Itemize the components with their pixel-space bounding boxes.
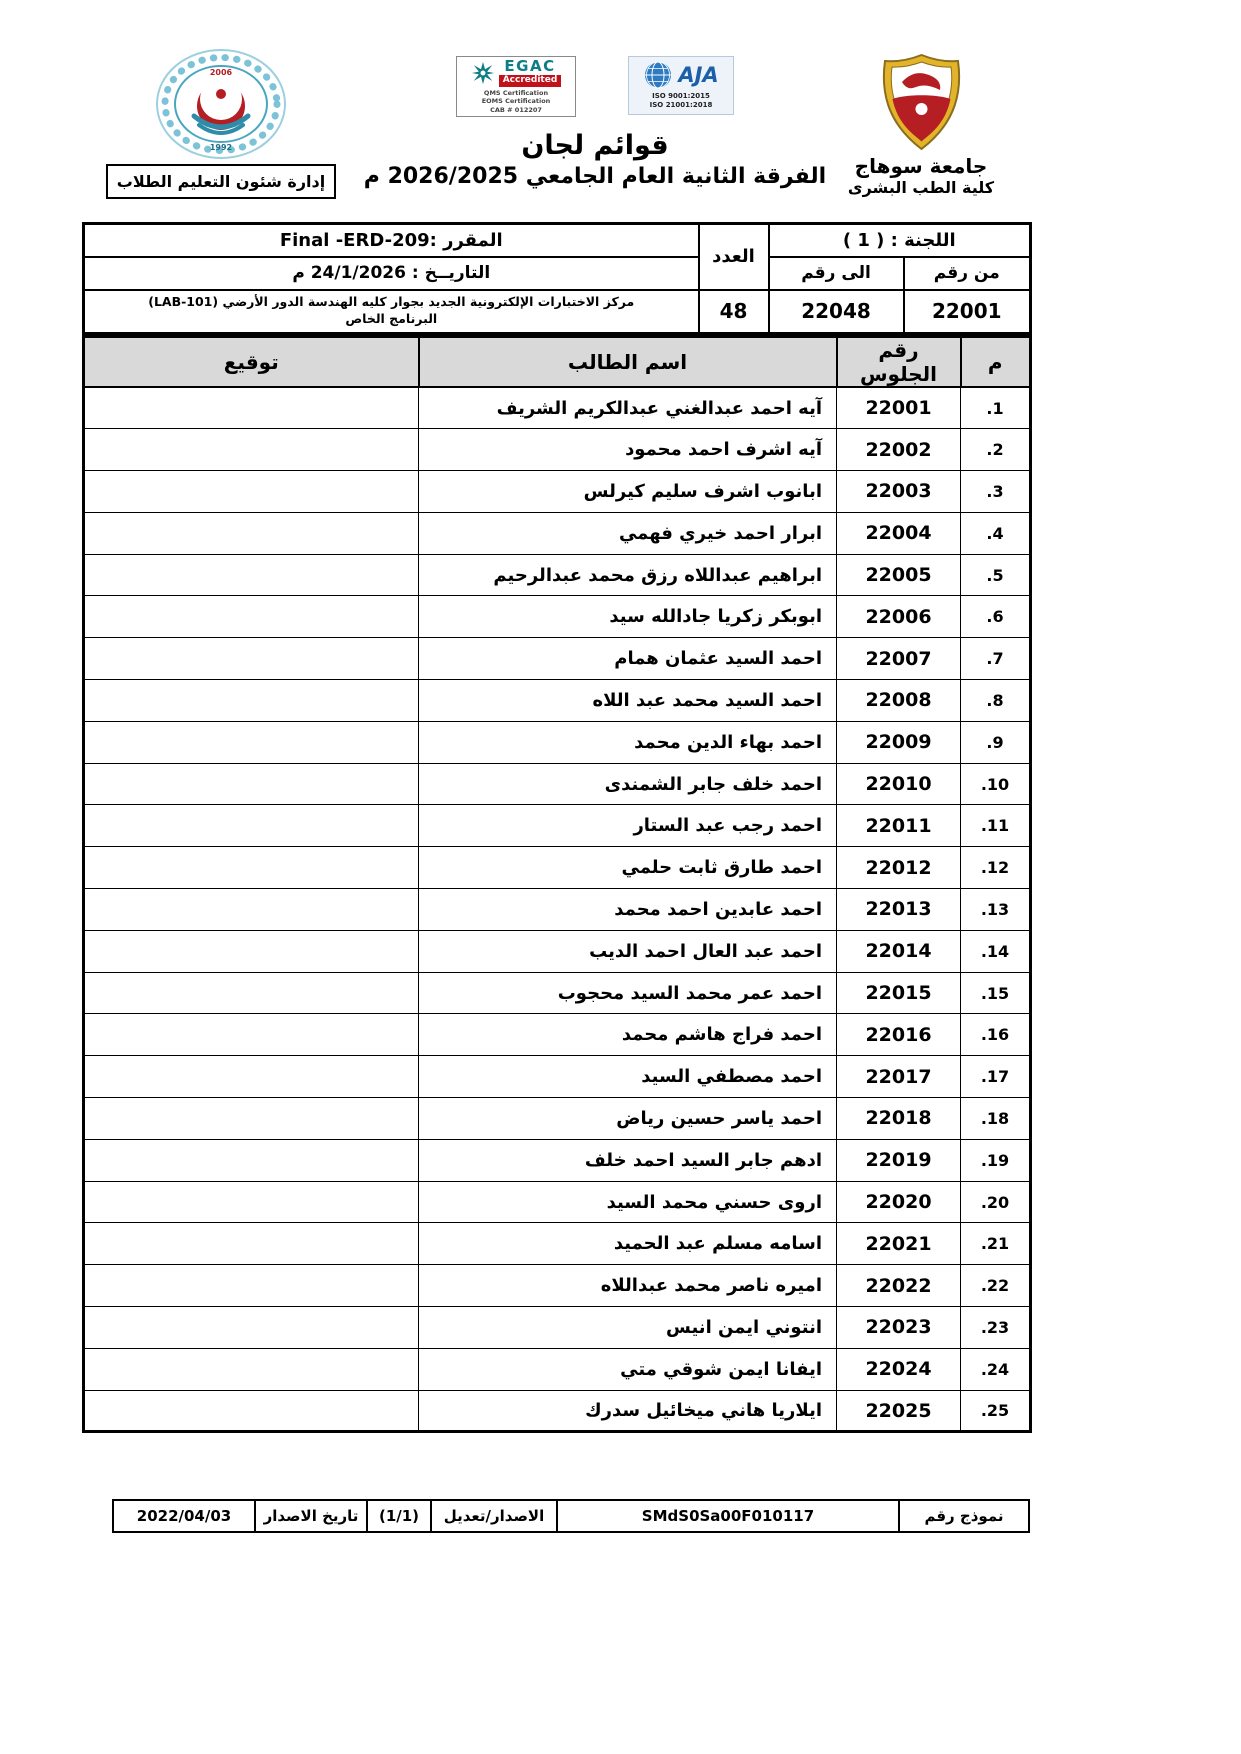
aja-iso-line-1: ISO 9001:2015 [652, 92, 710, 100]
table-row [84, 1181, 1031, 1223]
seat-number: 22004 [837, 512, 961, 554]
issue-date-value: 2022/04/03 [113, 1500, 255, 1532]
signature-cell [84, 1014, 419, 1056]
header-student-name: اسم الطالب [419, 337, 837, 388]
seat-number: 22002 [837, 429, 961, 471]
student-name: احمد رجب عبد الستار [419, 805, 837, 847]
issue-date-label: تاريخ الاصدار [255, 1500, 367, 1532]
seat-number: 22018 [837, 1098, 961, 1140]
signature-cell [84, 889, 419, 931]
row-index: .11 [961, 805, 1031, 847]
table-row [84, 638, 1031, 680]
students-table-header-row [84, 337, 1031, 388]
aja-iso-line-2: ISO 21001:2018 [649, 101, 713, 110]
table-row [84, 1139, 1031, 1181]
signature-cell [84, 1265, 419, 1307]
seal-year-bottom: 1992 [209, 143, 233, 152]
seat-number: 22012 [837, 847, 961, 889]
student-name: ابرار احمد خيري فهمي [419, 512, 837, 554]
table-row [84, 554, 1031, 596]
seat-number: 22011 [837, 805, 961, 847]
table-row [84, 930, 1031, 972]
table-row [84, 1390, 1031, 1432]
seat-number: 22009 [837, 721, 961, 763]
signature-cell [84, 512, 419, 554]
signature-cell [84, 1348, 419, 1390]
student-name: انتوني ايمن انيس [419, 1307, 837, 1349]
header-seat-number: رقم الجلوس [837, 337, 961, 388]
aja-globe-icon [643, 60, 673, 90]
signature-cell [84, 721, 419, 763]
table-row [84, 889, 1031, 931]
from-number-label: من رقم [904, 257, 1031, 290]
student-name: احمد طارق ثابت حلمي [419, 847, 837, 889]
table-row [84, 387, 1031, 429]
committee-number: اللجنة : ( 1 ) [769, 224, 1031, 257]
row-index: .7 [961, 638, 1031, 680]
student-name: احمد بهاء الدين محمد [419, 721, 837, 763]
signature-cell [84, 429, 419, 471]
form-number-label: نموذج رقم [899, 1500, 1029, 1532]
table-row [84, 471, 1031, 513]
student-name: آيه احمد عبدالغني عبدالكريم الشريف [419, 387, 837, 429]
row-index: .21 [961, 1223, 1031, 1265]
table-row [84, 1348, 1031, 1390]
row-index: .13 [961, 889, 1031, 931]
university-logo-icon [874, 52, 969, 152]
table-row [84, 1056, 1031, 1098]
seat-number: 22003 [837, 471, 961, 513]
table-row [84, 596, 1031, 638]
table-row [84, 972, 1031, 1014]
egac-star-icon [471, 61, 495, 85]
student-rows [84, 387, 1031, 1432]
document-header [0, 0, 1241, 222]
to-number-label: الى رقم [769, 257, 904, 290]
student-name: احمد مصطفي السيد [419, 1056, 837, 1098]
table-row [84, 847, 1031, 889]
student-name: احمد السيد محمد عبد اللاه [419, 680, 837, 722]
student-name: احمد عمر محمد السيد محجوب [419, 972, 837, 1014]
accreditation-logos [345, 56, 845, 124]
row-index: .18 [961, 1098, 1031, 1140]
seat-number: 22025 [837, 1390, 961, 1432]
row-index: .23 [961, 1307, 1031, 1349]
signature-cell [84, 680, 419, 722]
seat-number: 22023 [837, 1307, 961, 1349]
row-index: .1 [961, 387, 1031, 429]
egac-cert-lines [460, 89, 572, 114]
egac-name: EGAC [504, 57, 556, 75]
seat-number: 22001 [837, 387, 961, 429]
row-index: .5 [961, 554, 1031, 596]
row-index: .2 [961, 429, 1031, 471]
faculty-seal-icon [155, 48, 287, 160]
egac-cert-line-2: EOMS Certification [481, 97, 551, 106]
seat-number: 22017 [837, 1056, 961, 1098]
row-index: .3 [961, 471, 1031, 513]
student-name: اميره ناصر محمد عبداللاه [419, 1265, 837, 1307]
student-name: ابانوب اشرف سليم كيرلس [419, 471, 837, 513]
row-index: .25 [961, 1390, 1031, 1432]
egac-cert-line-1: QMS Certification [483, 88, 549, 97]
header-index: م [961, 337, 1031, 388]
seat-number: 22019 [837, 1139, 961, 1181]
student-name: ايلاريا هاني ميخائيل سدرك [419, 1390, 837, 1432]
page-subtitle: الفرقة الثانية العام الجامعي 2026/2025 م [363, 164, 827, 189]
student-name: احمد عبد العال احمد الديب [419, 930, 837, 972]
faculty-name: كلية الطب البشرى [847, 178, 995, 197]
student-name: اسامه مسلم عبد الحميد [419, 1223, 837, 1265]
row-index: .14 [961, 930, 1031, 972]
table-row [84, 1098, 1031, 1140]
table-row [84, 721, 1031, 763]
signature-cell [84, 972, 419, 1014]
signature-cell [84, 1307, 419, 1349]
row-index: .9 [961, 721, 1031, 763]
header-center-block [345, 56, 845, 189]
row-index: .22 [961, 1265, 1031, 1307]
row-index: .15 [961, 972, 1031, 1014]
seat-number: 22014 [837, 930, 961, 972]
count-value: 48 [699, 290, 769, 334]
signature-cell [84, 1139, 419, 1181]
egac-accredited-badge: Accredited [499, 75, 562, 87]
student-name: احمد عابدين احمد محمد [419, 889, 837, 931]
aja-logo [628, 56, 734, 115]
seat-number: 22006 [837, 596, 961, 638]
exam-location-line2: البرنامج الخاص [345, 311, 438, 327]
aja-iso-lines [631, 92, 731, 111]
signature-cell [84, 638, 419, 680]
seat-number: 22020 [837, 1181, 961, 1223]
committee-info-table [82, 222, 1032, 335]
row-index: .24 [961, 1348, 1031, 1390]
signature-cell [84, 763, 419, 805]
students-table [82, 335, 1032, 1433]
table-row [84, 680, 1031, 722]
seat-number: 22016 [837, 1014, 961, 1056]
signature-cell [84, 1098, 419, 1140]
row-index: .8 [961, 680, 1031, 722]
signature-cell [84, 847, 419, 889]
student-name: آيه اشرف احمد محمود [419, 429, 837, 471]
table-row [84, 429, 1031, 471]
form-number-value: SMdS0Sa00F010117 [557, 1500, 899, 1532]
page-title: قوائم لجان [521, 130, 669, 161]
seat-number: 22010 [837, 763, 961, 805]
student-name: احمد السيد عثمان همام [419, 638, 837, 680]
table-row [84, 1307, 1031, 1349]
signature-cell [84, 1390, 419, 1432]
signature-cell [84, 554, 419, 596]
row-index: .10 [961, 763, 1031, 805]
header-signature: توقيع [84, 337, 419, 388]
exam-date: التاريــخ : 24/1/2026 م [84, 257, 699, 290]
seat-number: 22024 [837, 1348, 961, 1390]
table-row [84, 1014, 1031, 1056]
course-label: المقرر :Final -ERD-209 [84, 224, 699, 257]
student-name: احمد خلف جابر الشمندى [419, 763, 837, 805]
row-index: .19 [961, 1139, 1031, 1181]
signature-cell [84, 471, 419, 513]
egac-logo [456, 56, 576, 117]
exam-location-line1: مركز الاختبارات الإلكترونية الجديد بجوار كليه الهندسة الدور الأرضي (LAB-101) [148, 294, 635, 310]
row-index: .4 [961, 512, 1031, 554]
signature-cell [84, 1181, 419, 1223]
row-index: .6 [961, 596, 1031, 638]
row-index: .16 [961, 1014, 1031, 1056]
seat-number: 22007 [837, 638, 961, 680]
seat-number: 22015 [837, 972, 961, 1014]
student-name: احمد فراج هاشم محمد [419, 1014, 837, 1056]
table-row [84, 512, 1031, 554]
row-index: .17 [961, 1056, 1031, 1098]
signature-cell [84, 1056, 419, 1098]
student-name: ابراهيم عبداللاه رزق محمد عبدالرحيم [419, 554, 837, 596]
version-label: الاصدار/تعديل [431, 1500, 557, 1532]
count-label: العدد [699, 224, 769, 290]
table-row [84, 805, 1031, 847]
from-number-value: 22001 [904, 290, 1031, 334]
signature-cell [84, 1223, 419, 1265]
seat-number: 22021 [837, 1223, 961, 1265]
table-row [84, 763, 1031, 805]
student-name: ايفانا ايمن شوقي متي [419, 1348, 837, 1390]
university-name: جامعة سوهاج [854, 154, 988, 178]
row-index: .20 [961, 1181, 1031, 1223]
signature-cell [84, 596, 419, 638]
seat-number: 22008 [837, 680, 961, 722]
admin-office-label: إدارة شئون التعليم الطلاب [106, 164, 336, 199]
table-row [84, 1265, 1031, 1307]
exam-location [84, 290, 699, 334]
university-block [846, 52, 996, 197]
student-name: ادهم جابر السيد احمد خلف [419, 1139, 837, 1181]
signature-cell [84, 387, 419, 429]
egac-cert-line-3: CAB # 012207 [490, 105, 542, 114]
aja-name: AJA [678, 62, 719, 87]
signature-cell [84, 805, 419, 847]
row-index: .12 [961, 847, 1031, 889]
seat-number: 22005 [837, 554, 961, 596]
seat-number: 22013 [837, 889, 961, 931]
student-name: احمد ياسر حسين رياض [419, 1098, 837, 1140]
table-row [84, 1223, 1031, 1265]
footer-table [112, 1499, 1030, 1533]
version-value: (1/1) [367, 1500, 431, 1532]
student-name: اروى حسني محمد السيد [419, 1181, 837, 1223]
faculty-logo-block [106, 48, 336, 199]
to-number-value: 22048 [769, 290, 904, 334]
student-name: ابوبكر زكريا جادالله سيد [419, 596, 837, 638]
seat-number: 22022 [837, 1265, 961, 1307]
seal-year-top: 2006 [209, 68, 233, 77]
signature-cell [84, 930, 419, 972]
